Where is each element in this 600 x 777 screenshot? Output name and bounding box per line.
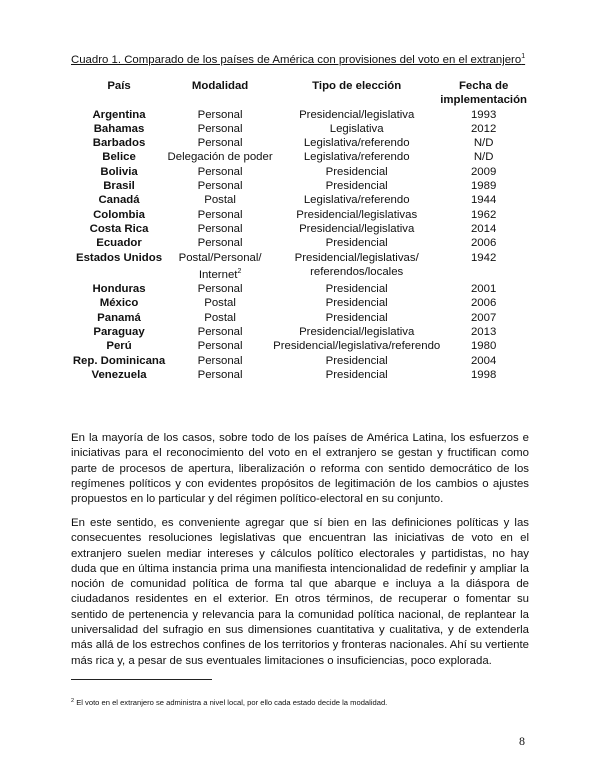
cell-fecha <box>440 368 527 382</box>
cell-tipo <box>273 150 440 164</box>
cell-modalidad-text: Delegación de poder <box>167 151 273 164</box>
cell-modalidad-text: Personal <box>197 165 243 178</box>
cell-tipo <box>273 368 440 382</box>
table-row <box>71 179 527 193</box>
cell-tipo <box>273 208 440 222</box>
cell-tipo-text: Legislativa/referendo <box>303 137 410 150</box>
table-row <box>71 193 527 207</box>
cell-pais-text: Brasil <box>103 180 135 193</box>
cell-pais-text: Rep. Dominicana <box>72 354 166 367</box>
cell-tipo-text: Presidencial/legislativa <box>299 108 415 121</box>
cell-modalidad <box>167 222 273 236</box>
cell-tipo-text: Presidencial/legislativa <box>299 222 415 235</box>
cell-fecha-text: 2006 <box>470 237 497 250</box>
cell-fecha <box>440 339 527 353</box>
cell-tipo-text: Legislativa/referendo <box>303 151 410 164</box>
header-fecha: Fecha de implementación <box>440 80 527 107</box>
cell-fecha <box>440 136 527 150</box>
cell-pais-text: Bolivia <box>100 165 138 178</box>
table-row <box>71 354 527 368</box>
cell-fecha <box>440 222 527 236</box>
cell-fecha <box>440 354 527 368</box>
cell-pais-text: Barbados <box>92 137 146 150</box>
cell-fecha-text: N/D <box>473 137 494 150</box>
cell-tipo-text: Presidencial/legislativas <box>296 208 418 221</box>
cell-modalidad <box>167 179 273 193</box>
cell-fecha <box>440 208 527 222</box>
cell-tipo <box>273 251 440 283</box>
cell-modalidad-text: Postal <box>204 311 236 324</box>
cell-fecha <box>440 325 527 339</box>
cell-tipo-text: Presidencial <box>325 311 388 324</box>
cell-modalidad <box>167 208 273 222</box>
cell-modalidad-text: Personal <box>197 208 243 221</box>
cell-pais <box>71 208 167 222</box>
table-row <box>71 122 527 136</box>
cell-pais <box>71 354 167 368</box>
cell-pais <box>71 339 167 353</box>
cell-tipo <box>273 136 440 150</box>
cell-fecha-text: 2006 <box>470 297 497 310</box>
cell-pais-text: Canadá <box>98 194 140 207</box>
table-row <box>71 136 527 150</box>
footnote-text: El voto en el extranjero se administra a nivel local, por ello cada estado decide la modalidad. <box>76 698 388 707</box>
cell-modalidad <box>167 122 273 136</box>
cell-modalidad-text: Personal <box>197 368 243 381</box>
vote-abroad-table <box>71 79 527 382</box>
cell-modalidad-text: Personal <box>197 222 243 235</box>
cell-tipo-text: Presidencial <box>325 283 388 296</box>
cell-tipo-text: Presidencial <box>325 165 388 178</box>
cell-pais <box>71 311 167 325</box>
cell-pais-text: Estados Unidos <box>75 251 163 264</box>
cell-pais-text: Colombia <box>93 208 145 221</box>
cell-modalidad <box>167 165 273 179</box>
cell-pais-text: Belice <box>102 151 136 164</box>
cell-modalidad <box>167 282 273 296</box>
cell-tipo-text: Presidencial <box>325 297 388 310</box>
table-row <box>71 208 527 222</box>
cell-tipo <box>273 222 440 236</box>
cell-pais <box>71 368 167 382</box>
table-row <box>71 222 527 236</box>
header-pais: País <box>107 80 131 92</box>
cell-tipo <box>273 122 440 136</box>
cell-fecha <box>440 251 527 283</box>
cell-fecha-text: 2009 <box>470 165 497 178</box>
cell-modalidad <box>167 108 273 122</box>
cell-fecha-text: 1998 <box>470 368 497 381</box>
footnote <box>71 698 387 707</box>
cell-fecha-text: 2007 <box>470 311 497 324</box>
cell-tipo <box>273 179 440 193</box>
footnote-number: 2 <box>71 698 75 704</box>
cell-fecha-text: 1942 <box>470 251 497 264</box>
cell-pais-text: Costa Rica <box>89 222 149 235</box>
cell-modalidad-text: Personal <box>197 108 243 121</box>
cell-pais <box>71 222 167 236</box>
cell-pais-text: Paraguay <box>93 326 145 339</box>
cell-pais-text: Ecuador <box>96 237 142 250</box>
cell-modalidad-text: Personal <box>197 340 243 353</box>
cell-pais <box>71 108 167 122</box>
cell-modalidad <box>167 136 273 150</box>
cell-tipo <box>273 325 440 339</box>
cell-pais-text: Argentina <box>92 108 146 121</box>
cell-tipo <box>273 296 440 310</box>
header-modalidad: Modalidad <box>191 80 249 92</box>
table-row <box>71 311 527 325</box>
cell-modalidad-text: Postal <box>204 297 236 310</box>
cell-modalidad <box>167 368 273 382</box>
cell-fecha <box>440 236 527 250</box>
cell-fecha-text: 1989 <box>470 180 497 193</box>
cell-modalidad-text: Personal <box>197 180 243 193</box>
cell-pais-text: Bahamas <box>93 122 145 135</box>
cell-fecha <box>440 179 527 193</box>
cell-fecha-text: 1962 <box>470 208 497 221</box>
cell-modalidad-text: Personal <box>197 237 243 250</box>
cell-modalidad <box>167 339 273 353</box>
cell-fecha <box>440 165 527 179</box>
table-row <box>71 368 527 382</box>
cell-pais-text: Perú <box>106 340 132 353</box>
cell-fecha-text: 1980 <box>470 340 497 353</box>
caption-text: Cuadro 1. Comparado de los países de América con provisiones del voto en el extranjero <box>71 54 522 66</box>
footnote-divider <box>71 679 212 680</box>
cell-modalidad <box>167 311 273 325</box>
cell-modalidad <box>167 150 273 164</box>
cell-pais-text: México <box>99 297 139 310</box>
cell-modalidad <box>167 354 273 368</box>
caption-note-ref: 1 <box>521 53 526 60</box>
cell-modalidad-text: Personal <box>197 354 243 367</box>
paragraph-2: En este sentido, es conveniente agregar que sí bien en las definiciones políticas y las consecuentes resoluciones legislativas que encuentran las iniciativas de voto en el extranjero suelen mediar intereses y cálculos político electorales y partidistas, no hay duda que en última instancia prima una manifiesta intencionalidad de redefinir y ampliar la noción de comunidad política de forma tal que abarque e incluya a la diáspora de ciudadanos residentes en el exterior. En otros términos, de recuperar o fomentar su sentido de pertenencia y relevancia para la comunidad política nacional, de replantear la universalidad del sufragio en sus dimensiones cuantitativa y cualitativa, y de extenderla más allá de los estrechos confines de los territorios y fronteras nacionales. Ahí su vertiente más rica y, a pesar de sus eventuales limitaciones o insuficiencias, poco explorada. <box>71 517 529 667</box>
cell-fecha-text: 1993 <box>470 108 497 121</box>
cell-modalidad-text: Personal <box>197 122 243 135</box>
page-number: 8 <box>519 734 525 748</box>
cell-pais <box>71 122 167 136</box>
cell-pais <box>71 325 167 339</box>
table-row <box>71 150 527 164</box>
footnote-ref: 2 <box>237 267 242 275</box>
cell-fecha-text: 2004 <box>470 354 497 367</box>
cell-modalidad <box>167 193 273 207</box>
cell-fecha-text: 2013 <box>470 326 497 339</box>
table-row <box>71 296 527 310</box>
cell-tipo <box>273 282 440 296</box>
cell-fecha-text: 2001 <box>470 283 497 296</box>
cell-tipo-text: Presidencial <box>325 237 388 250</box>
cell-tipo-text: Presidencial/legislativas/ referendos/locales <box>294 251 419 278</box>
cell-tipo-text: Presidencial/legislativa/referendo <box>273 340 441 353</box>
cell-tipo <box>273 311 440 325</box>
cell-modalidad-text: Personal <box>197 283 243 296</box>
cell-modalidad-text: Postal/Personal/ Internet <box>178 251 262 281</box>
cell-fecha <box>440 150 527 164</box>
table-row <box>71 282 527 296</box>
cell-pais <box>71 251 167 283</box>
header-tipo: Tipo de elección <box>312 80 402 92</box>
cell-fecha-text: 2012 <box>470 122 497 135</box>
cell-tipo-text: Presidencial <box>325 354 388 367</box>
cell-pais <box>71 193 167 207</box>
cell-tipo <box>273 354 440 368</box>
cell-fecha-text: N/D <box>473 151 494 164</box>
cell-fecha <box>440 311 527 325</box>
cell-pais <box>71 296 167 310</box>
cell-fecha <box>440 296 527 310</box>
cell-modalidad <box>167 296 273 310</box>
paragraph-1: En la mayoría de los casos, sobre todo de los países de América Latina, los esfuerzos e iniciativas para el reconocimiento del voto en el extranjero se gestan y fructifican como parte de procesos de apertura, liberalización o reforma con sentido democrático de los regímenes políticos y con evidentes propósitos de legitimación de los cambios o ajustes propuestos en lo particular y del régimen político-electoral en su conjunto. <box>71 432 529 506</box>
cell-pais <box>71 282 167 296</box>
table-row <box>71 339 527 353</box>
cell-tipo <box>273 193 440 207</box>
cell-fecha-text: 2014 <box>470 222 497 235</box>
cell-modalidad <box>167 236 273 250</box>
cell-fecha <box>440 122 527 136</box>
cell-pais <box>71 136 167 150</box>
cell-fecha <box>440 108 527 122</box>
cell-tipo-text: Legislativa <box>329 122 384 135</box>
cell-tipo <box>273 165 440 179</box>
cell-pais <box>71 179 167 193</box>
cell-tipo-text: Presidencial <box>325 368 388 381</box>
cell-pais <box>71 150 167 164</box>
cell-tipo-text: Presidencial <box>325 180 388 193</box>
cell-tipo-text: Presidencial/legislativa <box>299 326 415 339</box>
cell-tipo <box>273 108 440 122</box>
cell-pais-text: Venezuela <box>91 368 147 381</box>
cell-fecha <box>440 282 527 296</box>
cell-modalidad <box>167 325 273 339</box>
cell-pais-text: Honduras <box>92 283 146 296</box>
cell-modalidad-text: Personal <box>197 326 243 339</box>
cell-tipo <box>273 236 440 250</box>
cell-pais-text: Panamá <box>97 311 141 324</box>
table-row <box>71 251 527 283</box>
cell-modalidad-text: Postal <box>204 194 236 207</box>
table-row <box>71 325 527 339</box>
table-row <box>71 236 527 250</box>
cell-tipo <box>273 339 440 353</box>
table-caption <box>71 53 531 66</box>
cell-tipo-text: Legislativa/referendo <box>303 194 410 207</box>
table-row <box>71 165 527 179</box>
table-body <box>71 108 527 383</box>
table-header-row <box>71 79 527 108</box>
cell-fecha <box>440 193 527 207</box>
cell-fecha-text: 1944 <box>470 194 497 207</box>
cell-modalidad-text: Personal <box>197 137 243 150</box>
table-row <box>71 108 527 122</box>
cell-modalidad <box>167 251 273 283</box>
cell-pais <box>71 165 167 179</box>
cell-pais <box>71 236 167 250</box>
